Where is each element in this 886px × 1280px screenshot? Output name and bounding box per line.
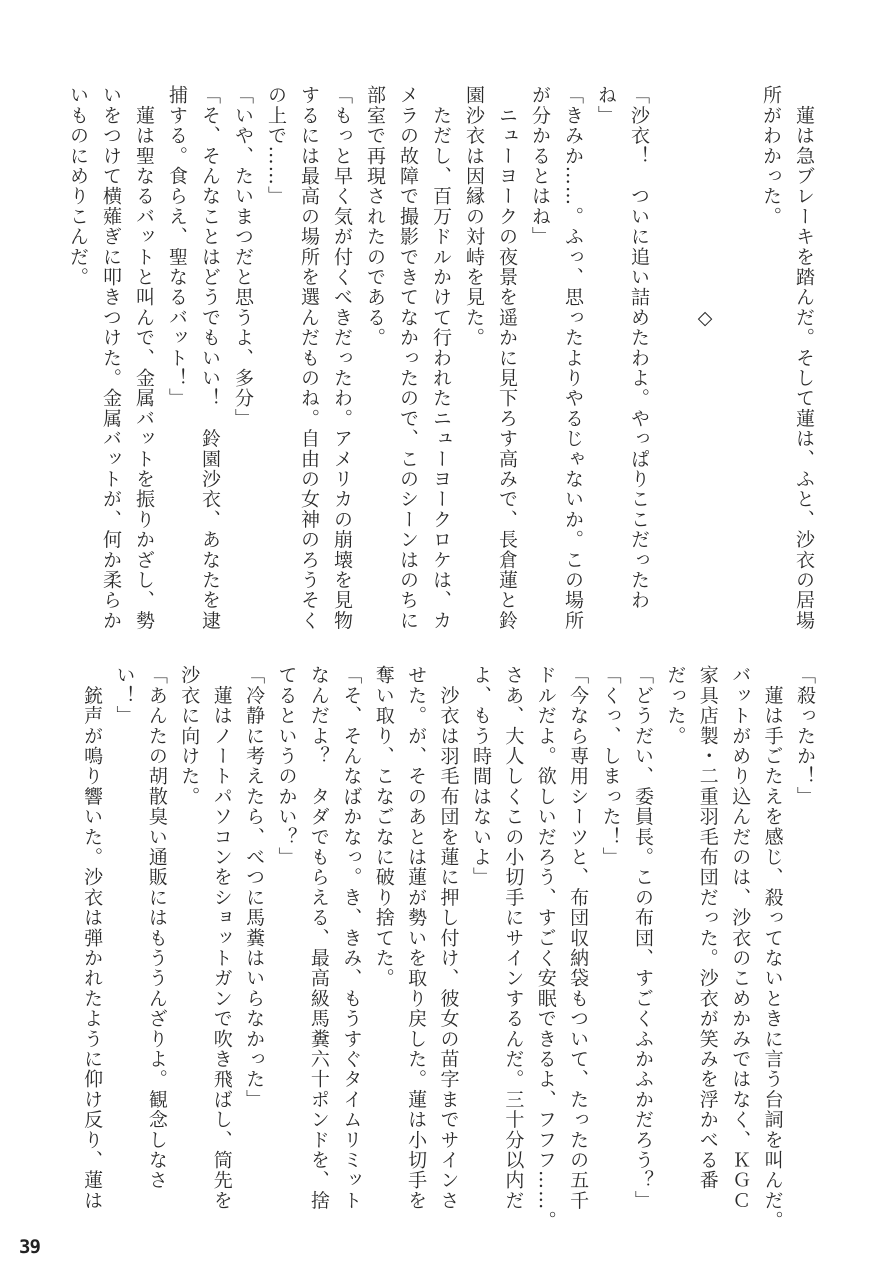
- text-column: 「あんたの胡散臭い通販にはもううんざりよ。観念しなさ: [145, 665, 168, 1191]
- text-column: なんだよ？ タダでもらえる、最高級馬糞六十ポンドを、捨: [307, 665, 330, 1211]
- text-column: 園沙衣は因縁の対峙を見た。: [463, 85, 485, 348]
- text-column: が分かるとはね」: [529, 85, 551, 247]
- top-text-block: [61, 85, 820, 655]
- text-column: いものにめりこんだ。: [67, 85, 89, 287]
- text-column: 「沙衣！ ついに追い詰めたわよ。やっぱりここだったわ: [628, 85, 650, 611]
- text-column: 所がわかった。: [760, 85, 782, 227]
- text-column: 奪い取り、こなごなに破り捨てた。: [372, 665, 395, 989]
- text-column: ね」: [595, 85, 617, 126]
- text-column: さあ、大人しくこの小切手にサインするんだ。三十分以内だ: [502, 665, 525, 1211]
- page-number: 39: [19, 1236, 40, 1258]
- text-column: [655, 85, 688, 655]
- text-column: 「そ、そんなことはどうでもいい！ 鈴園沙衣、あなたを逮: [199, 85, 221, 631]
- text-column: 捕する。食らえ、聖なるバット！」: [166, 85, 188, 409]
- bottom-text-block: [76, 665, 821, 1231]
- text-column: [721, 85, 754, 655]
- text-column: いをつけて横薙ぎに叩きつけた。金属バットが、何か柔らか: [100, 85, 122, 631]
- text-column: 「もっと早く気が付くべきだったわ。アメリカの崩壊を見物: [331, 85, 353, 631]
- text-column: せた。が、そのあとは蓮が勢いを取り戻した。蓮は小切手を: [405, 665, 428, 1211]
- text-column: ドルだよ。欲しいだろう、すごく安眠できるよ、フフフ……。: [534, 665, 557, 1231]
- text-column: 部室で再現されたのである。: [364, 85, 386, 348]
- text-column: い！」: [113, 665, 136, 726]
- text-column: 「今なら専用シーツと、布団収納袋もついて、たったの五千: [567, 665, 590, 1211]
- text-column: 家具店製・二重羽毛布団だった。沙衣が笑みを浮かべる番: [696, 665, 719, 1191]
- text-column: 蓮は急ブレーキを踏んだ。そして蓮は、ふと、沙衣の居場: [793, 85, 815, 631]
- text-column: するには最高の場所を選んだものね。自由の女神のろうそく: [298, 85, 320, 631]
- text-column: 「冷静に考えたら、べつに馬糞はいらなかった」: [243, 665, 266, 1110]
- text-column: の上で……」: [265, 85, 287, 207]
- text-column: よ、もう時間はないよ」: [469, 665, 492, 888]
- text-column: メラの故障で撮影できてなかったので、このシーンはのちに: [397, 85, 419, 631]
- text-column: 銃声が鳴り響いた。沙衣は弾かれたように仰け反り、蓮は: [81, 665, 104, 1211]
- text-column: 蓮はノートパソコンをショットガンで吹き飛ばし、筒先を: [210, 665, 233, 1211]
- text-column: ◇: [694, 85, 716, 331]
- text-column: 「きみか……。ふっ、思ったよりやるじゃないか。この場所: [562, 85, 584, 631]
- text-column: 蓮は聖なるバットと叫んで、金属バットを振りかざし、勢: [133, 85, 155, 631]
- text-column: ただし、百万ドルかけて行われたニューヨークロケは、カ: [430, 85, 452, 631]
- text-column: 「くっ、しまった！」: [599, 665, 622, 867]
- text-column: 沙衣は羽毛布団を蓮に押し付け、彼女の苗字までサインさ: [437, 665, 460, 1211]
- text-column: 「どうだい、委員長。この布団、すごくふかふかだろう？」: [631, 665, 654, 1211]
- text-column: 「そ、そんなばかなっ。き、きみ、もうすぐタイムリミット: [340, 665, 363, 1211]
- text-column: ニューヨークの夜景を遥かに見下ろす高みで、長倉蓮と鈴: [496, 85, 518, 631]
- text-column: てるというのかい？」: [275, 665, 298, 867]
- text-column: 蓮は手ごたえを感じ、殺ってないときに言う台詞を叫んだ。: [761, 665, 784, 1231]
- text-column: 沙衣に向けた。: [178, 665, 201, 807]
- text-column: だった。: [664, 665, 687, 746]
- text-column: 「殺ったか！」: [794, 665, 816, 807]
- text-column: 「いや、たいまつだと思うよ、多分」: [232, 85, 254, 429]
- text-column: バットがめり込んだのは、沙衣のこめかみではなく、ＫＧＣ: [729, 665, 752, 1211]
